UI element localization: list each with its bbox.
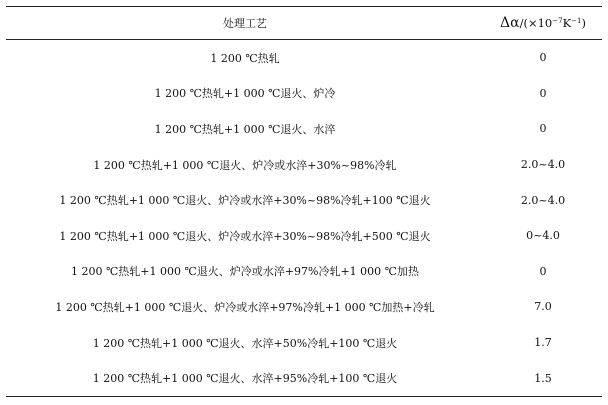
header-delta-alpha — [484, 15, 602, 31]
table-row — [6, 111, 602, 147]
process-cell: 1 200 ℃热轧+1 000 ℃退火、炉冷或水淬+30%~98%冷轧 — [93, 158, 397, 172]
process-cell: 1 200 ℃热轧+1 000 ℃退火、水淬+95%冷轧+100 ℃退火 — [92, 372, 398, 386]
process-table — [6, 6, 602, 397]
process-cell: 1 200 ℃热轧+1 000 ℃退火、炉冷或水淬+97%冷轧+1 000 ℃加热 — [71, 265, 419, 279]
process-cell: 1 200 ℃热轧+1 000 ℃退火、水淬+50%冷轧+100 ℃退火 — [92, 336, 398, 350]
table-row — [6, 360, 602, 396]
table-row — [6, 254, 602, 290]
process-cell: 1 200 ℃热轧+1 000 ℃退火、炉冷 — [154, 87, 336, 101]
delta-alpha-symbol: Δα — [500, 15, 520, 31]
table-header-row — [6, 7, 602, 39]
process-cell: 1 200 ℃热轧+1 000 ℃退火、炉冷或水淬+97%冷轧+1 000 ℃加热+冷轧 — [55, 300, 435, 314]
unit-kelvin: K — [562, 16, 572, 30]
value-cell: 0 — [539, 122, 547, 136]
unit-exponent-1: −7 — [552, 17, 563, 25]
table-row — [6, 218, 602, 254]
table-row — [6, 289, 602, 325]
table-row — [6, 182, 602, 218]
unit-prefix: /(×10 — [519, 16, 553, 30]
value-cell: 7.0 — [534, 300, 552, 314]
header-process: 处理工艺 — [223, 17, 267, 30]
unit-suffix: ) — [581, 16, 586, 30]
value-cell: 0~4.0 — [526, 229, 560, 243]
value-cell: 1.5 — [534, 371, 552, 385]
value-cell: 0 — [539, 264, 547, 278]
process-cell: 1 200 ℃热轧+1 000 ℃退火、炉冷或水淬+30%~98%冷轧+500 ℃退火 — [59, 229, 431, 243]
table-row — [6, 147, 602, 183]
value-cell: 0 — [539, 51, 547, 65]
value-cell: 1.7 — [534, 336, 552, 350]
table-row — [6, 325, 602, 361]
value-cell: 0 — [539, 86, 547, 100]
table-row — [6, 40, 602, 76]
value-cell: 2.0~4.0 — [520, 193, 566, 207]
unit-exponent-2: −1 — [571, 17, 582, 25]
process-cell: 1 200 ℃热轧+1 000 ℃退火、水淬 — [154, 122, 336, 136]
value-cell: 2.0~4.0 — [520, 158, 566, 172]
table-bottom-rule — [6, 396, 602, 397]
process-cell: 1 200 ℃热轧 — [210, 51, 280, 65]
process-cell: 1 200 ℃热轧+1 000 ℃退火、炉冷或水淬+30%~98%冷轧+100 ℃退火 — [59, 194, 431, 208]
table-row — [6, 76, 602, 112]
